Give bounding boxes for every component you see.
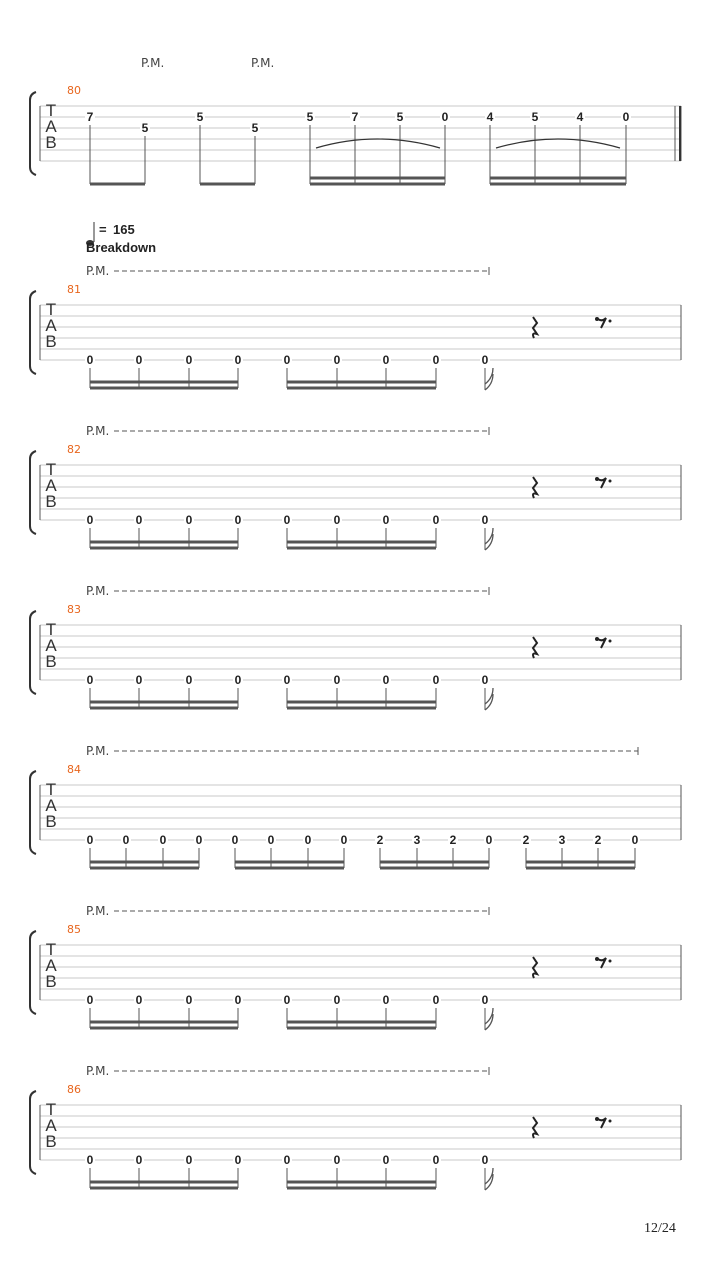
tab-letter-b: B [45,1132,57,1151]
tempo-equals: = [99,222,107,237]
fret-number: 0 [382,353,390,367]
fret-number: 0 [195,833,203,847]
rest-dot [609,640,612,643]
fret-number: 0 [481,353,489,367]
fret-number: 0 [86,353,94,367]
fret-number: 0 [135,513,143,527]
tab-letter-t: T [45,620,57,639]
fret-number: 0 [382,673,390,687]
staff-83 [30,611,681,694]
fret-number: 0 [432,673,440,687]
fret-number: 0 [481,993,489,1007]
system-bracket [30,931,36,1014]
note-flag [485,688,493,710]
fret-number: 0 [283,673,291,687]
fret-number: 3 [413,833,421,847]
fret-number: 0 [86,993,94,1007]
fret-number: 0 [432,353,440,367]
fret-number: 5 [306,110,314,124]
palm-mute-label: P.M. [251,56,275,70]
tab-letter-b: B [45,332,57,351]
fret-number: 4 [576,110,584,124]
fret-number: 0 [234,1153,242,1167]
tab-letter-b: B [45,972,57,991]
fret-number: 0 [185,513,193,527]
tab-letter-a: A [45,117,57,136]
fret-number: 5 [251,121,259,135]
eighth-rest-head [595,1117,599,1121]
system-bracket [30,92,36,175]
note-flag [485,528,493,550]
staff-81 [30,291,681,374]
measure-number: 82 [67,443,81,456]
rest-dot [609,480,612,483]
fret-number: 0 [86,1153,94,1167]
measure-number: 83 [67,603,81,616]
measure-number: 84 [67,763,81,776]
rest-dot [609,960,612,963]
fret-number: 2 [594,833,602,847]
fret-number: 0 [382,1153,390,1167]
tab-letter-a: A [45,476,57,495]
fret-number: 0 [441,110,449,124]
fret-number: 0 [481,1153,489,1167]
system-bracket [30,611,36,694]
fret-number: 2 [449,833,457,847]
note-flag [485,1008,493,1030]
eighth-rest-head [595,317,599,321]
eighth-rest-head [595,477,599,481]
fret-number: 0 [135,993,143,1007]
fret-number: 0 [231,833,239,847]
fret-number: 0 [481,673,489,687]
tab-letter-t: T [45,940,57,959]
fret-number: 0 [185,993,193,1007]
fret-number: 0 [333,993,341,1007]
fret-number: 0 [485,833,493,847]
measure-number: 85 [67,923,81,936]
fret-number: 0 [283,353,291,367]
fret-number: 0 [86,833,94,847]
fret-number: 0 [159,833,167,847]
slur [316,139,440,148]
fret-number: 7 [351,110,359,124]
note-flag [485,1168,493,1190]
fret-number: 0 [481,513,489,527]
fret-number: 3 [558,833,566,847]
rest-dot [609,1120,612,1123]
fret-number: 0 [382,513,390,527]
eighth-rest-head [595,957,599,961]
tab-letter-a: A [45,796,57,815]
fret-number: 0 [283,513,291,527]
fret-number: 0 [333,1153,341,1167]
palm-mute-label: P.M. [86,424,110,438]
measure-number: 86 [67,1083,81,1096]
fret-number: 0 [135,673,143,687]
fret-number: 7 [86,110,94,124]
palm-mute-label: P.M. [86,264,110,278]
fret-number: 0 [86,673,94,687]
tab-letter-b: B [45,652,57,671]
slur [496,139,620,148]
tab-letter-t: T [45,780,57,799]
tab-letter-t: T [45,300,57,319]
tab-letter-a: A [45,956,57,975]
section-marker: Breakdown [86,240,157,255]
fret-number: 0 [185,673,193,687]
tab-letter-b: B [45,812,57,831]
fret-number: 0 [622,110,630,124]
fret-number: 0 [267,833,275,847]
staff-85 [30,931,681,1014]
fret-number: 0 [234,353,242,367]
fret-number: 0 [382,993,390,1007]
fret-number: 0 [283,993,291,1007]
system-bracket [30,451,36,534]
system-bracket [30,771,36,854]
tab-letter-a: A [45,316,57,335]
tab-letter-t: T [45,101,57,120]
fret-number: 5 [196,110,204,124]
fret-number: 0 [185,1153,193,1167]
staff-86 [30,1091,681,1174]
tab-letter-b: B [45,492,57,511]
fret-number: 4 [486,110,494,124]
fret-number: 0 [135,1153,143,1167]
fret-number: 0 [86,513,94,527]
fret-number: 0 [333,353,341,367]
fret-number: 0 [432,1153,440,1167]
fret-number: 5 [531,110,539,124]
fret-number: 0 [432,993,440,1007]
palm-mute-label: P.M. [86,744,110,758]
fret-number: 0 [234,673,242,687]
fret-number: 5 [141,121,149,135]
tab-letter-a: A [45,1116,57,1135]
tempo-value: 165 [113,222,135,237]
note-flag [485,368,493,390]
fret-number: 2 [522,833,530,847]
system-bracket [30,1091,36,1174]
fret-number: 0 [304,833,312,847]
fret-number: 0 [234,513,242,527]
palm-mute-label: P.M. [141,56,165,70]
page-number: 12/24 [644,1221,676,1236]
tab-letter-t: T [45,460,57,479]
palm-mute-label: P.M. [86,904,110,918]
tab-letter-a: A [45,636,57,655]
fret-number: 0 [333,513,341,527]
staff-82 [30,451,681,534]
palm-mute-label: P.M. [86,1064,110,1078]
rest-dot [609,320,612,323]
measure-number: 81 [67,283,81,296]
fret-number: 0 [432,513,440,527]
fret-number: 0 [631,833,639,847]
fret-number: 0 [333,673,341,687]
eighth-rest-head [595,637,599,641]
system-bracket [30,291,36,374]
fret-number: 5 [396,110,404,124]
fret-number: 0 [122,833,130,847]
tab-letter-b: B [45,133,57,152]
fret-number: 0 [234,993,242,1007]
fret-number: 2 [376,833,384,847]
measure-number: 80 [67,84,81,97]
fret-number: 0 [185,353,193,367]
fret-number: 0 [283,1153,291,1167]
palm-mute-label: P.M. [86,584,110,598]
fret-number: 0 [340,833,348,847]
tab-letter-t: T [45,1100,57,1119]
fret-number: 0 [135,353,143,367]
